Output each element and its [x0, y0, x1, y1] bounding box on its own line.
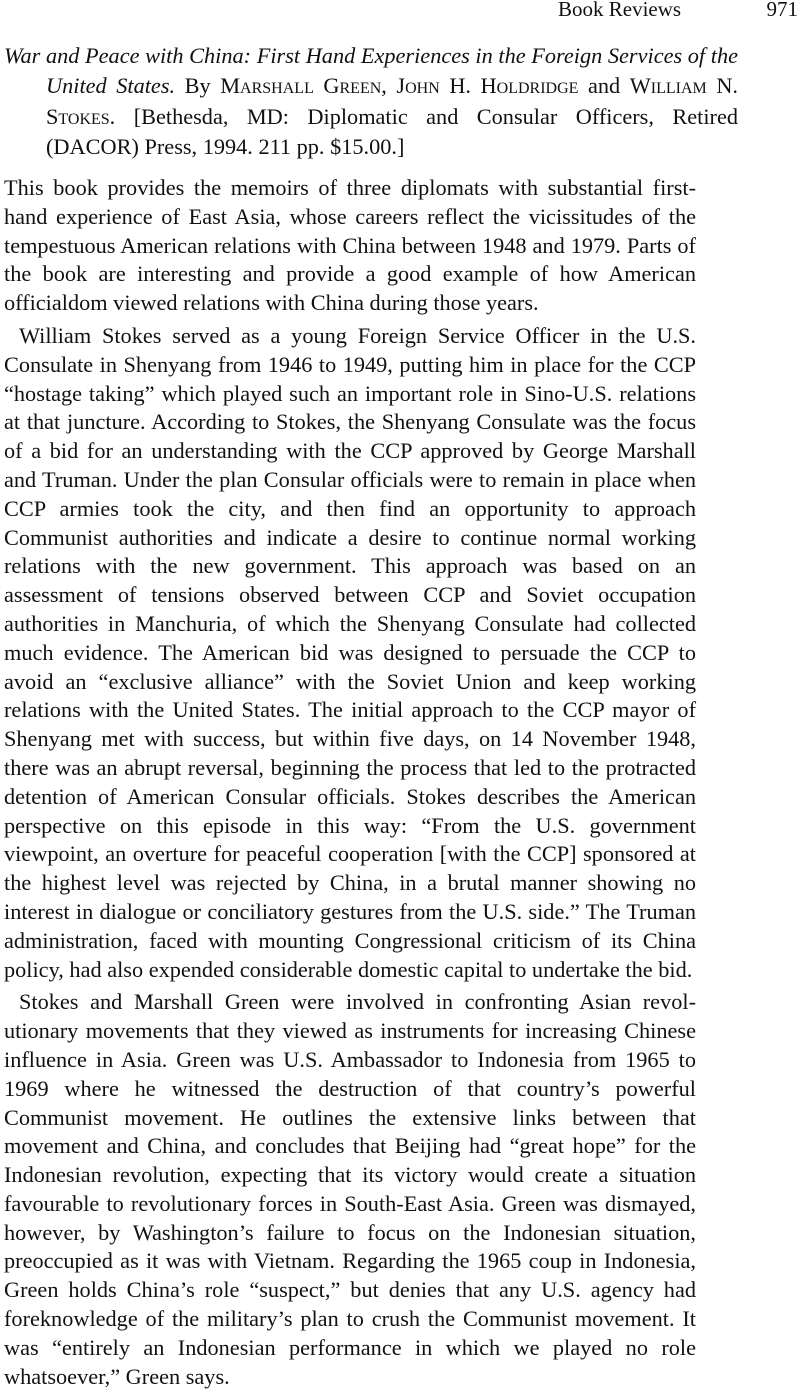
- running-head: [0, 0, 800, 24]
- page-number: 971: [766, 0, 798, 21]
- citation-and: and: [587, 73, 621, 99]
- paragraph-1: This book provides the memoirs of three diplomats with substantial first-hand experience of East Asia, whose careers reflect the vicissitudes of the tempestuous American relations with China between 1948 and 1979. Parts of the book are interesting and provide a good example of how American officialdom viewed relations with China during those years.: [4, 175, 696, 316]
- author-1: Marshall Green,: [220, 73, 387, 99]
- running-head-section: Book Reviews: [558, 0, 682, 21]
- publication-details: [Bethesda, MD: Diplomatic and Consular Officers, Retired (DACOR) Press, 1994. 211 pp. $15.00.]: [46, 103, 738, 160]
- citation-by: By: [184, 73, 211, 99]
- author-3: William N. Stokes.: [46, 73, 739, 129]
- review-citation: [4, 41, 738, 163]
- paragraph-3: Stokes and Marshall Green were involved in confronting Asian revolutionary movements that they viewed as instruments for increasing Chinese influence in Asia. Green was U.S. Ambassador to Indonesia from 1965 to 1969 where he witnessed the destruction of that country’s powerful Communist movement. He outlines the extensive links between that movement and China, and concludes that Beijing had “great hope” for the Indonesian revolution, expecting that its victory would create a situation favourable to revolutionary forces in South-East Asia. Green was dismayed, however, by Washington’s failure to focus on the Indonesian situation, preoccupied as it was with Vietnam. Regarding the 1965 coup in Indonesia, Green holds China’s role “suspect,” but denies that any U.S. agency had foreknowledge of the military’s plan to crush the Communist movement. It was “entirely an Indonesian performance in which we played no role whatsoever,” Green says.: [4, 989, 696, 1389]
- review-body: [4, 174, 696, 1395]
- book-title: War and Peace with China: First Hand Experiences in the Foreign Services of the United States.: [4, 43, 738, 99]
- author-2: John H. Holdridge: [396, 73, 579, 99]
- paragraph-2: William Stokes served as a young Foreign Service Officer in the U.S. Consulate in Shenyang from 1946 to 1949, putting him in place for the CCP “hostage taking” which played such an important role in Sino-U.S. relations at that juncture. According to Stokes, the Shenyang Consulate was the focus of a bid for an understanding with the CCP approved by George Marshall and Truman. Under the plan Consular officials were to remain in place when CCP armies took the city, and then find an opportunity to approach Communist authorities and indicate a desire to continue normal working relations with the new government. This approach was based on an assessment of tensions observed between CCP and Soviet occupation authorities in Manchuria, of which the Shenyang Consulate had collected much evidence. The American bid was designed to persuade the CCP to avoid an “exclusive alliance” with the Soviet Union and keep working relations with the United States. The initial approach to the CCP mayor of Shenyang met with success, but within five days, on 14 November 1948, there was an abrupt reversal, beginning the process that led to the protracted detention of American Consular officials. Stokes describes the American perspective on this episode in this way: “From the U.S. government viewpoint, an overture for peaceful cooperation [with the CCP] sponsored at the highest level was rejected by China, in a brutal manner showing no interest in dialogue or conciliatory gestures from the U.S. side.” The Truman administration, faced with mounting Congressional criticism of its China policy, had also expended considerable domestic capital to undertake the bid.: [4, 322, 696, 982]
